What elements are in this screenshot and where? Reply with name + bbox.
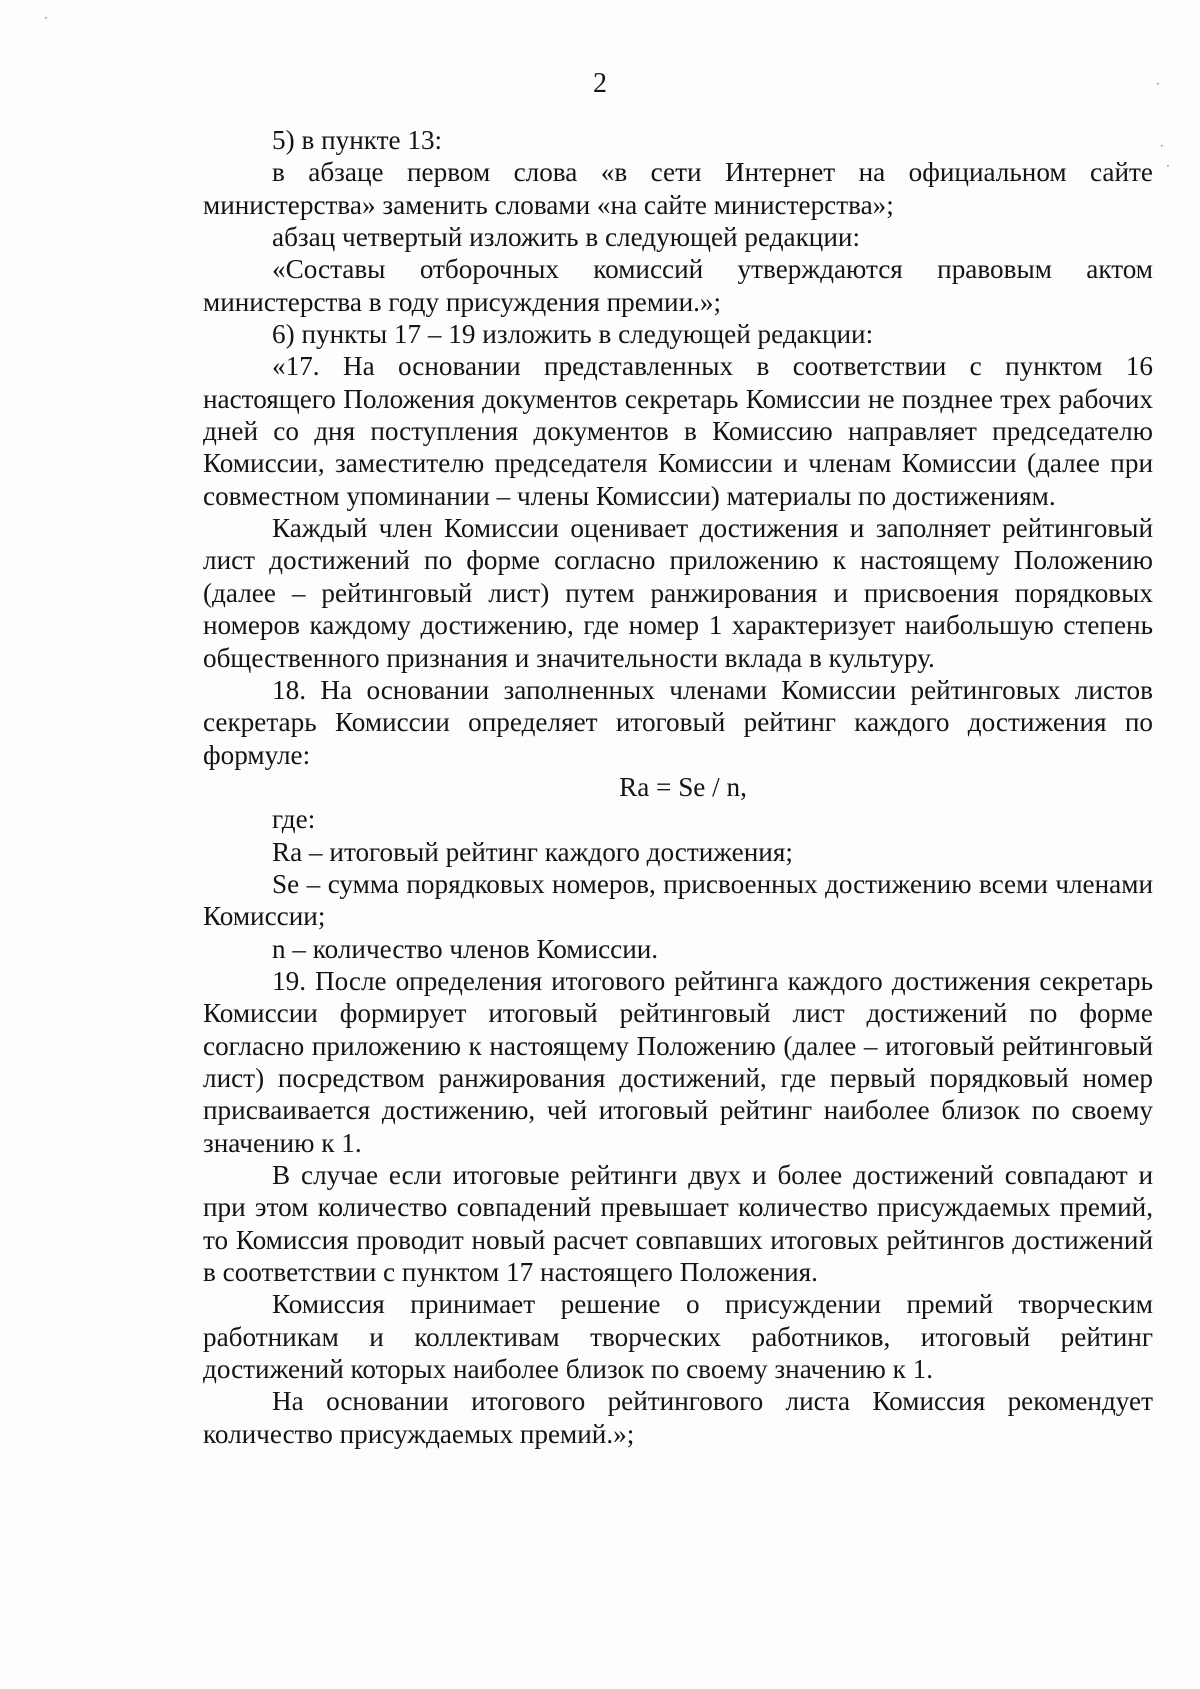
paragraph: n – количество членов Комиссии.	[272, 933, 659, 964]
paragraph: в абзаце первом слова «в сети Интернет на официальном сайте министерства» заменить словами «на сайте министерства»;	[203, 157, 1153, 220]
paragraph: На основании итогового рейтингового листа Комиссия рекомендует количество присуждаемых премий.»;	[203, 1386, 1153, 1449]
paragraph: Комиссия принимает решение о присуждении премий творческим работникам и коллективам творческих работников, итоговый рейтинг достижений которых наиболее близок по своему значению к 1.	[203, 1289, 1153, 1385]
scan-speck: ·	[1160, 139, 1164, 153]
paragraph: 18. На основании заполненных членами Комиссии рейтинговых листов секретарь Комиссии определяет итоговый рейтинг каждого достижения по формуле:	[203, 674, 1153, 770]
scan-speck: ·	[44, 11, 48, 25]
scan-speck: ·	[1166, 159, 1170, 173]
paragraph: «Составы отборочных комиссий утверждаются правовым актом министерства в году присуждения премии.»;	[203, 254, 1153, 317]
document-body	[203, 124, 1153, 1450]
page-number: 2	[593, 68, 607, 99]
paragraph: Se – сумма порядковых номеров, присвоенных достижению всеми членами Комиссии;	[203, 868, 1153, 932]
paragraph: где:	[272, 804, 316, 835]
formula: Ra = Se / n,	[619, 771, 747, 802]
paragraph: 19. После определения итогового рейтинга каждого достижения секретарь Комиссии формирует итоговый рейтинговый лист достижений по форме согласно приложению к настоящему Положению (далее – итоговый рейтинговый лист) посредством ранжирования достижений, где первый порядковый номер присваивается достижению, чей итоговый рейтинг наиболее близок по своему значению к 1.	[203, 965, 1153, 1158]
paragraph: 6) пункты 17 – 19 изложить в следующей редакции:	[272, 319, 874, 350]
paragraph: В случае если итоговые рейтинги двух и более достижений совпадают и при этом количество совпадений превышает количество присуждаемых премий, то Комиссия проводит новый расчет совпавших итоговых рейтингов достижений в соответствии с пунктом 17 настоящего Положения.	[203, 1160, 1153, 1288]
paragraph: Каждый член Комиссии оценивает достижения и заполняет рейтинговый лист достижений по форме согласно приложению к настоящему Положению (далее – рейтинговый лист) путем ранжирования и присвоения порядковых номеров каждому достижению, где номер 1 характеризует наибольшую степень общественного признания и значительности вклада в культуру.	[203, 513, 1153, 673]
paragraph: «17. На основании представленных в соответствии с пунктом 16 настоящего Положения документов секретарь Комиссии не позднее трех рабочих дней со дня поступления документов в Комиссию направляет председателю Комиссии, заместителю председателя Комиссии и членам Комиссии (далее при совместном упоминании – члены Комиссии) материалы по достижениям.	[203, 351, 1153, 511]
paragraph: 5) в пункте 13:	[272, 125, 443, 155]
paragraph: Ra – итоговый рейтинг каждого достижения;	[272, 836, 793, 867]
scan-speck: ·	[1156, 77, 1160, 91]
paragraph: абзац четвертый изложить в следующей редакции:	[272, 222, 861, 253]
